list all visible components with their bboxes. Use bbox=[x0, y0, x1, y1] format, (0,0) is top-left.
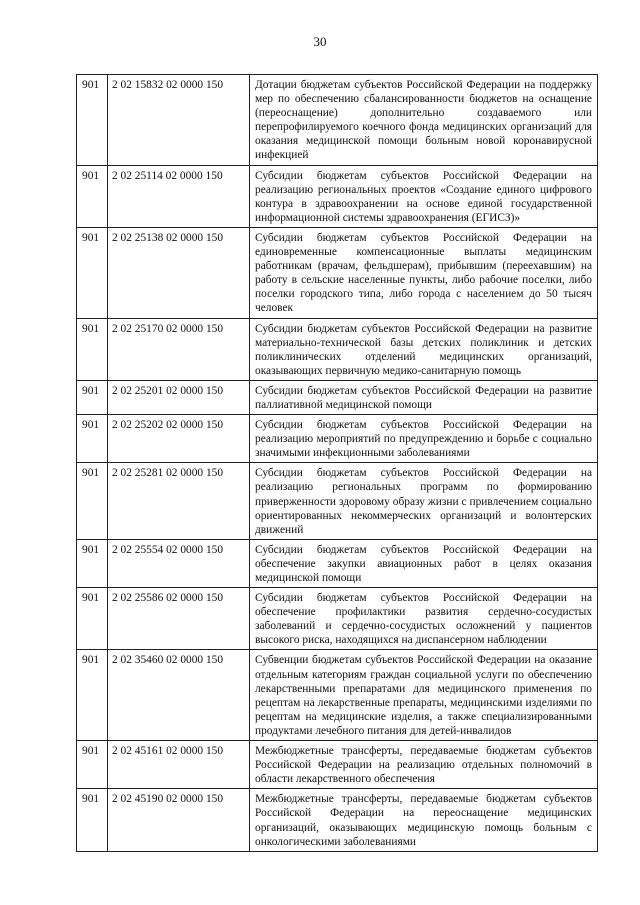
table-row bbox=[77, 463, 598, 539]
budget-code-cell: 2 02 25138 02 0000 150 bbox=[108, 227, 250, 318]
admin-code-cell: 901 bbox=[77, 318, 108, 380]
admin-code-cell: 901 bbox=[77, 165, 108, 227]
budget-code-cell: 2 02 15832 02 0000 150 bbox=[108, 75, 250, 166]
table-row bbox=[77, 539, 598, 587]
budget-code-cell: 2 02 35460 02 0000 150 bbox=[108, 650, 250, 741]
admin-code-cell: 901 bbox=[77, 463, 108, 539]
table-row bbox=[77, 227, 598, 318]
budget-code-cell: 2 02 45190 02 0000 150 bbox=[108, 789, 250, 851]
description-cell: Субсидии бюджетам субъектов Российской Федерации на развитие паллиативной медицинской помощи bbox=[250, 380, 598, 414]
budget-code-cell: 2 02 25170 02 0000 150 bbox=[108, 318, 250, 380]
description-cell: Субсидии бюджетам субъектов Российской Федерации на реализацию региональных программ по формированию приверженности здоровому образу жизни с привлечением социально ориентированных некоммерческих организаций и волонтерских движений bbox=[250, 463, 598, 539]
admin-code-cell: 901 bbox=[77, 415, 108, 463]
admin-code-cell: 901 bbox=[77, 741, 108, 789]
description-cell: Субсидии бюджетам субъектов Российской Федерации на развитие материально-технической базы детских поликлиник и детских поликлинических отделений медицинских организаций, оказывающих первичную медико-санитарную помощь bbox=[250, 318, 598, 380]
budget-code-cell: 2 02 25554 02 0000 150 bbox=[108, 539, 250, 587]
table-row bbox=[77, 75, 598, 166]
budget-code-cell: 2 02 25586 02 0000 150 bbox=[108, 588, 250, 650]
table-row bbox=[77, 380, 598, 414]
description-cell: Субвенции бюджетам субъектов Российской Федерации на оказание отдельным категориям граждан социальной услуги по обеспечению лекарственными препаратами для медицинского применения по рецептам на лекарственные препараты, медицинскими изделиями по рецептам на медицинские изделия, а также специализированными продуктами лечебного питания для детей-инвалидов bbox=[250, 650, 598, 741]
budget-code-cell: 2 02 25114 02 0000 150 bbox=[108, 165, 250, 227]
table-row bbox=[77, 650, 598, 741]
budget-codes-table bbox=[76, 74, 598, 852]
description-cell: Субсидии бюджетам субъектов Российской Федерации на единовременные компенсационные выплаты медицинским работникам (врачам, фельдшерам), прибывшим (переехавшим) на работу в сельские населенные пункты, либо рабочие поселки, либо поселки городского типа, либо города с населением до 50 тысяч человек bbox=[250, 227, 598, 318]
table-row bbox=[77, 789, 598, 851]
page-number: 30 bbox=[313, 34, 327, 49]
budget-code-cell: 2 02 25202 02 0000 150 bbox=[108, 415, 250, 463]
admin-code-cell: 901 bbox=[77, 380, 108, 414]
admin-code-cell: 901 bbox=[77, 75, 108, 166]
description-cell: Субсидии бюджетам субъектов Российской Федерации на обеспечение закупки авиационных работ в целях оказания медицинской помощи bbox=[250, 539, 598, 587]
budget-code-cell: 2 02 25281 02 0000 150 bbox=[108, 463, 250, 539]
admin-code-cell: 901 bbox=[77, 227, 108, 318]
table-row bbox=[77, 588, 598, 650]
table-row bbox=[77, 165, 598, 227]
admin-code-cell: 901 bbox=[77, 650, 108, 741]
description-cell: Субсидии бюджетам субъектов Российской Федерации на обеспечение профилактики развития сердечно-сосудистых заболеваний и сердечно-сосудистых осложнений у пациентов высокого риска, находящихся на диспансерном наблюдении bbox=[250, 588, 598, 650]
description-cell: Субсидии бюджетам субъектов Российской Федерации на реализацию региональных проектов «Создание единого цифрового контура в здравоохранении на основе единой государственной информационной системы здравоохранения (ЕГИСЗ)» bbox=[250, 165, 598, 227]
admin-code-cell: 901 bbox=[77, 789, 108, 851]
table-row bbox=[77, 318, 598, 380]
description-cell: Межбюджетные трансферты, передаваемые бюджетам субъектов Российской Федерации на реализацию отдельных полномочий в области лекарственного обеспечения bbox=[250, 741, 598, 789]
admin-code-cell: 901 bbox=[77, 539, 108, 587]
admin-code-cell: 901 bbox=[77, 588, 108, 650]
description-cell: Межбюджетные трансферты, передаваемые бюджетам субъектов Российской Федерации на переоснащение медицинских организаций, оказывающих медицинскую помощь больным с онкологическими заболеваниями bbox=[250, 789, 598, 851]
budget-code-cell: 2 02 45161 02 0000 150 bbox=[108, 741, 250, 789]
budget-code-cell: 2 02 25201 02 0000 150 bbox=[108, 380, 250, 414]
table-row bbox=[77, 415, 598, 463]
description-cell: Субсидии бюджетам субъектов Российской Федерации на реализацию мероприятий по предупреждению и борьбе с социально значимыми инфекционными заболеваниями bbox=[250, 415, 598, 463]
description-cell: Дотации бюджетам субъектов Российской Федерации на поддержку мер по обеспечению сбалансированности бюджетов на оснащение (переоснащение) дополнительно создаваемого или перепрофилируемого коечного фонда медицинских организаций для оказания медицинской помощи больным новой коронавирусной инфекцией bbox=[250, 75, 598, 166]
table-row bbox=[77, 741, 598, 789]
